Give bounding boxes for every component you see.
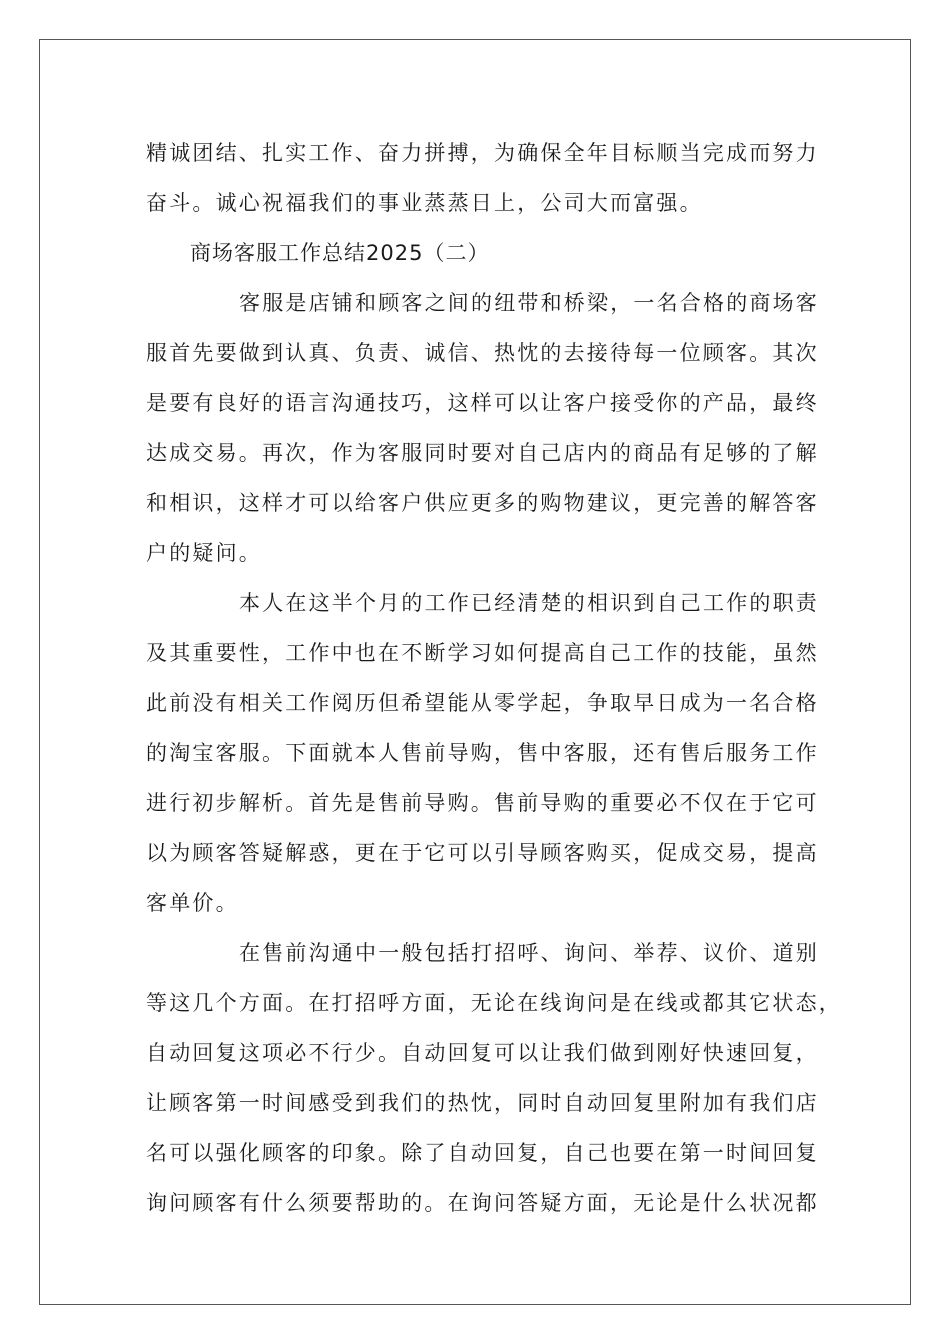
text-line: 名可以强化顾客的印象。除了自动回复，自己也要在第一时间回复 bbox=[146, 1141, 819, 1165]
paragraph-start: 客服是店铺和顾客之间的纽带和桥梁，一名合格的商场客 bbox=[239, 291, 819, 315]
text-line: 自动回复这项必不行少。自动回复可以让我们做到刚好快速回复， bbox=[146, 1041, 819, 1065]
paragraph-start: 本人在这半个月的工作已经清楚的相识到自己工作的职责 bbox=[239, 591, 819, 615]
text-line: 户的疑问。 bbox=[146, 541, 262, 565]
text-line: 精诚团结、扎实工作、奋力拼搏，为确保全年目标顺当完成而努力 bbox=[146, 141, 819, 165]
document-body bbox=[146, 128, 842, 1228]
paragraph-start: 在售前沟通中一般包括打招呼、询问、举荐、议价、道别 bbox=[239, 941, 819, 965]
text-line: 以为顾客答疑解惑，更在于它可以引导顾客购买，促成交易，提高 bbox=[146, 841, 819, 865]
text-line: 和相识，这样才可以给客户供应更多的购物建议，更完善的解答客 bbox=[146, 491, 819, 515]
text-line: 及其重要性，工作中也在不断学习如何提高自己工作的技能，虽然 bbox=[146, 641, 819, 665]
text-line: 是要有良好的语言沟通技巧，这样可以让客户接受你的产品，最终 bbox=[146, 391, 819, 415]
text-line: 服首先要做到认真、负责、诚信、热忱的去接待每一位顾客。其次 bbox=[146, 341, 819, 365]
text-line: 客单价。 bbox=[146, 891, 239, 915]
text-line: 达成交易。再次，作为客服同时要对自己店内的商品有足够的了解 bbox=[146, 441, 819, 465]
text-line: 奋斗。诚心祝福我们的事业蒸蒸日上，公司大而富强。 bbox=[146, 191, 703, 215]
text-line: 此前没有相关工作阅历但希望能从零学起，争取早日成为一名合格 bbox=[146, 691, 819, 715]
text-line: 的淘宝客服。下面就本人售前导购，售中客服，还有售后服务工作 bbox=[146, 741, 819, 765]
text-line: 进行初步解析。首先是售前导购。售前导购的重要必不仅在于它可 bbox=[146, 791, 819, 815]
text-line: 询问顾客有什么须要帮助的。在询问答疑方面，无论是什么状况都 bbox=[146, 1191, 819, 1215]
section-heading: 商场客服工作总结2025（二） bbox=[190, 241, 490, 265]
text-line: 等这几个方面。在打招呼方面，无论在线询问是在线或都其它状态， bbox=[146, 991, 842, 1015]
text-line: 让顾客第一时间感受到我们的热忱，同时自动回复里附加有我们店 bbox=[146, 1091, 819, 1115]
